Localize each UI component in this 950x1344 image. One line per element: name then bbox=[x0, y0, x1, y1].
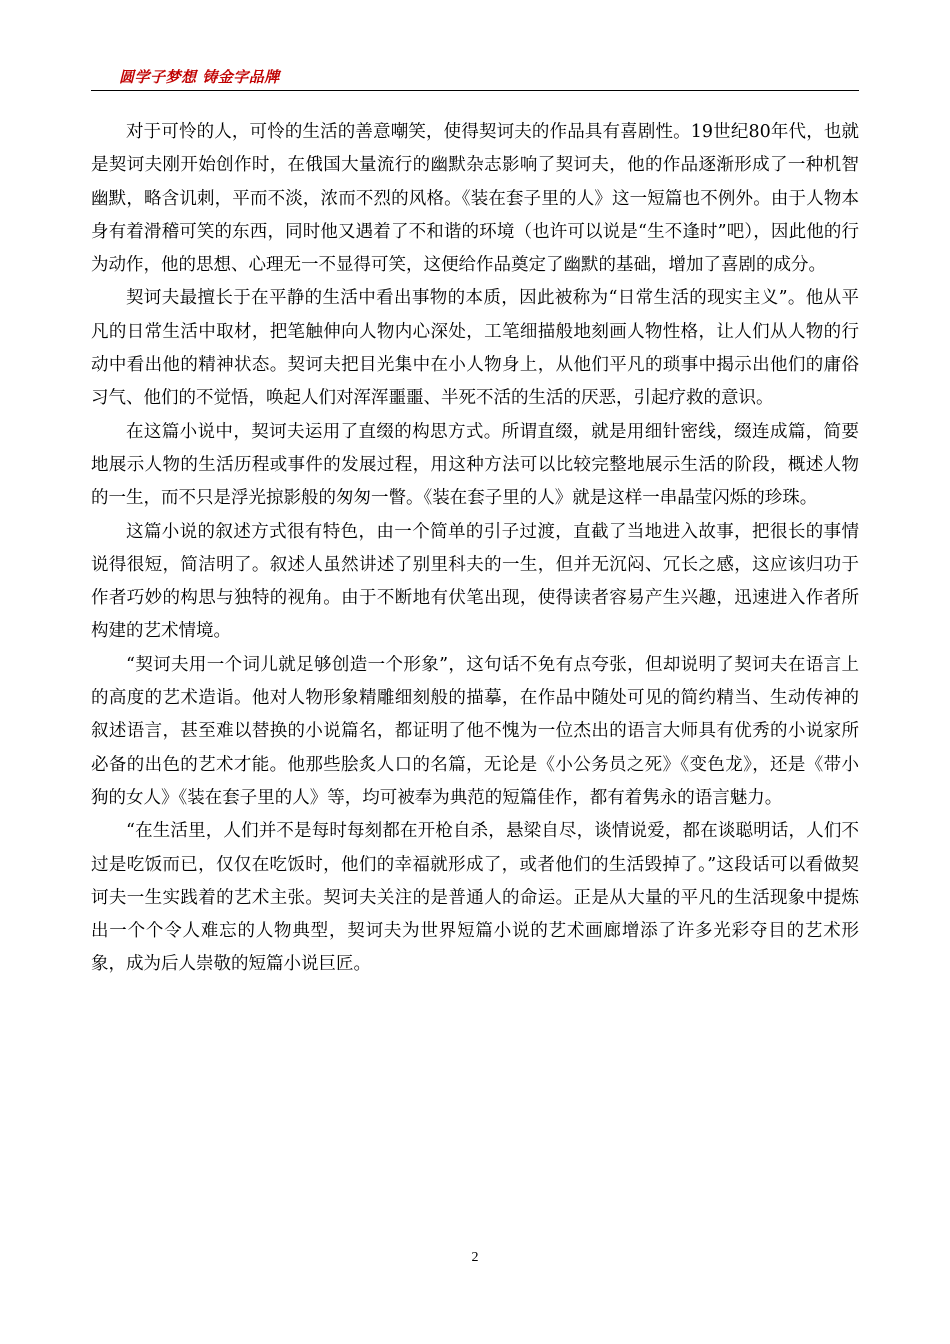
paragraph-3: 在这篇小说中，契诃夫运用了直缀的构思方式。所谓直缀，就是用细针密线，缀连成篇，简要地展示人物的生活历程或事件的发展过程，用这种方法可以比较完整地展示生活的阶段，概述人物的一生，而不只是浮光掠影般的匆匆一瞥。《装在套子里的人》就是这样一串晶莹闪烁的珍珠。 bbox=[91, 421, 859, 509]
page-number: 2 bbox=[471, 1250, 479, 1265]
paragraph-6: “在生活里，人们并不是每时每刻都在开枪自杀，悬梁自尽，谈情说爱，都在谈聪明话，人们不过是吃饭而已，仅仅在吃饭时，他们的幸福就形成了，或者他们的生活毁掉了。”这段话可以看做契诃夫一生实践着的艺术主张。契诃夫关注的是普通人的命运。正是从大量的平凡的生活现象中提炼出一个个令人难忘的人物典型，契诃夫为世界短篇小说的艺术画廊增添了许多光彩夺目的艺术形象，成为后人崇敬的短篇小说巨匠。 bbox=[91, 821, 859, 975]
paragraph-5: “契诃夫用一个词儿就足够创造一个形象”，这句话不免有点夸张，但却说明了契诃夫在语言上的高度的艺术造诣。他对人物形象精雕细刻般的描摹，在作品中随处可见的简约精当、生动传神的叙述语言，甚至难以替换的小说篇名，都证明了他不愧为一位杰出的语言大师具有优秀的小说家所必备的出色的艺术才能。他那些脍炙人口的名篇，无论是《小公务员之死》《变色龙》，还是《带小狗的女人》《装在套子里的人》等，均可被奉为典范的短篇佳作，都有着隽永的语言魅力。 bbox=[91, 654, 859, 808]
brand-slogan: 圆学子梦想 铸金字品牌 bbox=[119, 68, 280, 86]
paragraph-4: 这篇小说的叙述方式很有特色，由一个简单的引子过渡，直截了当地进入故事，把很长的事情说得很短，简洁明了。叙述人虽然讲述了别里科夫的一生，但并无沉闷、冗长之感，这应该归功于作者巧妙的构思与独特的视角。由于不断地有伏笔出现，使得读者容易产生兴趣，迅速进入作者所构建的艺术情境。 bbox=[91, 521, 859, 642]
paragraph-2: 契诃夫最擅长于在平静的生活中看出事物的本质，因此被称为“日常生活的现实主义”。他从平凡的日常生活中取材，把笔触伸向人物内心深处，工笔细描般地刻画人物性格，让人们从人物的行动中看出他的精神状态。契诃夫把目光集中在小人物身上，从他们平凡的琐事中揭示出他们的庸俗习气、他们的不觉悟，唤起人们对浑浑噩噩、半死不活的生活的厌恶，引起疗救的意识。 bbox=[91, 288, 859, 409]
document-body bbox=[91, 116, 859, 982]
page-header bbox=[91, 64, 859, 91]
paragraph-1: 对于可怜的人，可怜的生活的善意嘲笑，使得契诃夫的作品具有喜剧性。19世纪80年代，也就是契诃夫刚开始创作时，在俄国大量流行的幽默杂志影响了契诃夫，他的作品逐渐形成了一种机智幽默，略含讥刺，平而不淡，浓而不烈的风格。《装在套子里的人》这一短篇也不例外。由于人物本身有着滑稽可笑的东西，同时他又遇着了不和谐的环境（也许可以说是“生不逢时”吧），因此他的行为动作，他的思想、心理无一不显得可笑，这便给作品奠定了幽默的基础，增加了喜剧的成分。 bbox=[91, 122, 859, 276]
